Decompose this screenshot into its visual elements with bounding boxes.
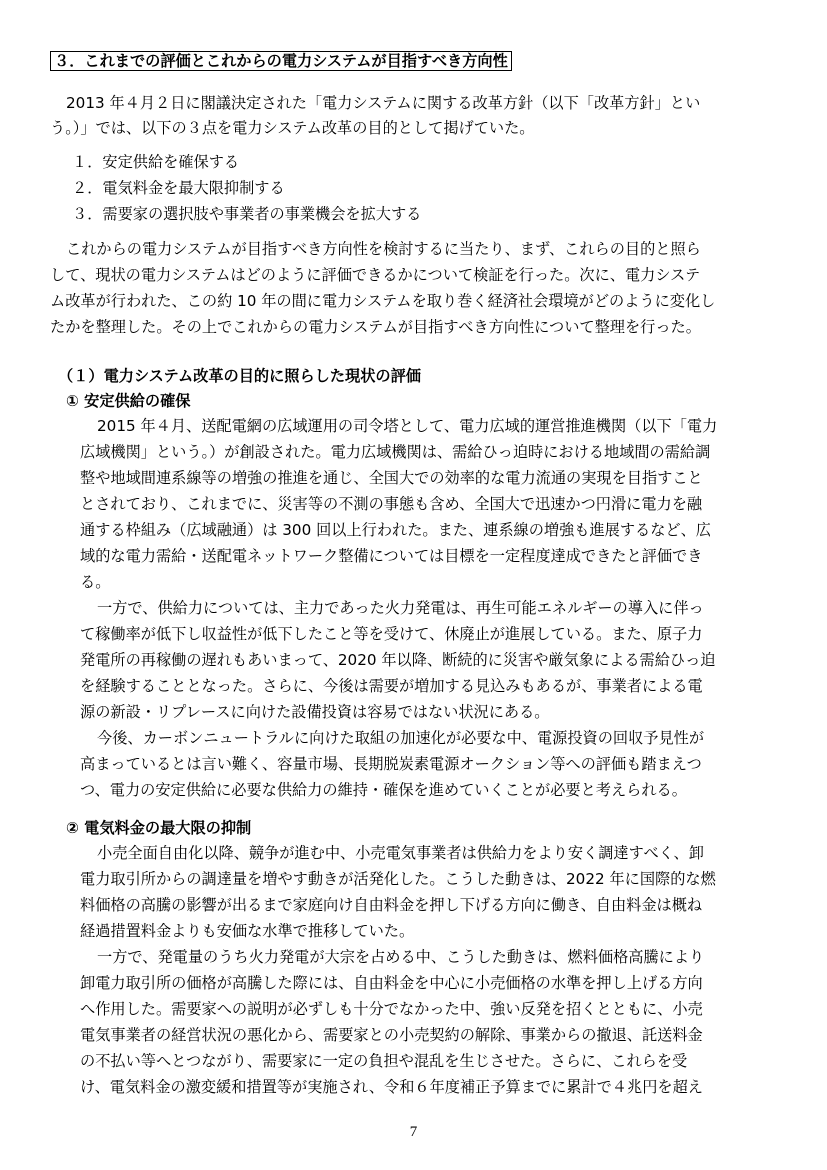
purpose-line: これからの電力システムが目指すべき方向性を検討するに当たり、まず、これらの目的と照ら <box>66 240 701 258</box>
paragraph-line: 2015 年４月、送配電網の広域運用の司令塔として、電力広域的運営推進機関（以下「電力 <box>97 417 718 435</box>
paragraph-line: 整や地域間連系線等の増強の推進を通じ、全国大での効率的な電力流通の実現を目指すこと <box>80 469 703 487</box>
paragraph-line: て稼働率が低下し収益性が低下したこと等を受けて、休廃止が進展している。また、原子力 <box>80 625 703 643</box>
paragraph-line: 高まっているとは言い難く、容量市場、長期脱炭素電源オークション等への評価も踏まえつ <box>80 755 702 773</box>
paragraph-line: 発電所の再稼働の遅れもあいまって、2020 年以降、断続的に災害や厳気象による需給ひっ迫 <box>80 651 716 669</box>
paragraph-line: 経過措置料金よりも安価な水準で推移していた。 <box>80 922 415 940</box>
paragraph-line: へ作用した。需要家への説明が必ずしも十分でなかった中、強い反発を招くとともに、小売 <box>80 1000 703 1018</box>
paragraph-line: 小売全面自由化以降、競争が進む中、小売電気事業者は供給力をより安く調達すべく、卸 <box>97 844 704 862</box>
item-heading-stable-supply: ① 安定供給の確保 <box>66 392 191 410</box>
paragraph-line: 一方で、発電量のうち火力発電が大宗を占める中、こうした動きは、燃料価格高騰により <box>97 948 705 966</box>
goal-list-item: ２．電気料金を最大限抑制する <box>72 179 285 197</box>
intro-line: う。）」では、以下の３点を電力システム改革の目的として掲げていた。 <box>50 119 535 137</box>
paragraph-line: 電気事業者の経営状況の悪化から、需要家との小売契約の解除、事業からの撤退、託送料金 <box>80 1026 703 1044</box>
subsection-heading: （１）電力システム改革の目的に照らした現状の評価 <box>58 367 421 385</box>
paragraph-line: の不払い等へとつながり、需要家に一定の負担や混乱を生じさせた。さらに、これらを受 <box>80 1052 688 1070</box>
paragraph-line: 通する枠組み（広域融通）は 300 回以上行われた。また、連系線の増強も進展するなど、広 <box>80 521 711 539</box>
paragraph-line: を経験することとなった。さらに、今後は需要が増加する見込みもあるが、事業者による電 <box>80 677 703 695</box>
paragraph-line: 料価格の高騰の影響が出るまで家庭向け自由料金を押し下げる方向に働き、自由料金は概ね <box>80 896 703 914</box>
paragraph-line: け、電気料金の激変緩和措置等が実施され、令和６年度補正予算までに累計で４兆円を超え <box>80 1078 703 1096</box>
paragraph-line: 域的な電力需給・送配電ネットワーク整備については目標を一定程度達成できたと評価でき <box>80 547 703 565</box>
paragraph-line: 一方で、供給力については、主力であった火力発電は、再生可能エネルギーの導入に伴っ <box>97 599 704 617</box>
page-number: 7 <box>409 1124 418 1140</box>
item-heading-price-control: ② 電気料金の最大限の抑制 <box>66 819 252 837</box>
paragraph-line: 広域機関」という。）が創設された。電力広域機関は、需給ひっ迫時における地域間の需給調 <box>80 443 711 461</box>
paragraph-line: 今後、カーボンニュートラルに向けた取組の加速化が必要な中、電源投資の回収予見性が <box>97 729 705 747</box>
section-heading <box>50 51 512 71</box>
paragraph-line: つ、電力の安定供給に必要な供給力の維持・確保を進めていくことが必要と考えられる。 <box>80 781 687 799</box>
goal-list-item: １．安定供給を確保する <box>72 153 240 171</box>
paragraph-line: 電力取引所からの調達量を増やす動きが活発化した。こうした動きは、2022 年に国際的な燃 <box>80 870 716 888</box>
purpose-line: して、現状の電力システムはどのように評価できるかについて検証を行った。次に、電力システ <box>50 266 701 284</box>
section-heading-text: ３．これまでの評価とこれからの電力システムが目指すべき方向性 <box>50 51 512 71</box>
purpose-line: たかを整理した。その上でこれからの電力システムが目指すべき方向性について整理を行った。 <box>50 318 701 336</box>
purpose-line: ム改革が行われた、この約 10 年の間に電力システムを取り巻く経済社会環境がどのように変化し <box>50 292 716 310</box>
paragraph-line: る。 <box>80 573 111 591</box>
goal-list-item: ３．需要家の選択肢や事業者の事業機会を拡大する <box>72 205 422 223</box>
intro-line: 2013 年４月２日に閣議決定された「電力システムに関する改革方針（以下「改革方針」とい <box>66 94 701 112</box>
paragraph-line: とされており、これまでに、災害等の不測の事態も含め、全国大で迅速かつ円滑に電力を融 <box>80 495 703 513</box>
paragraph-line: 源の新設・リプレースに向けた設備投資は容易ではない状況にある。 <box>80 703 550 721</box>
paragraph-line: 卸電力取引所の価格が高騰した際には、自由料金を中心に小売価格の水準を押し上げる方向 <box>80 974 703 992</box>
